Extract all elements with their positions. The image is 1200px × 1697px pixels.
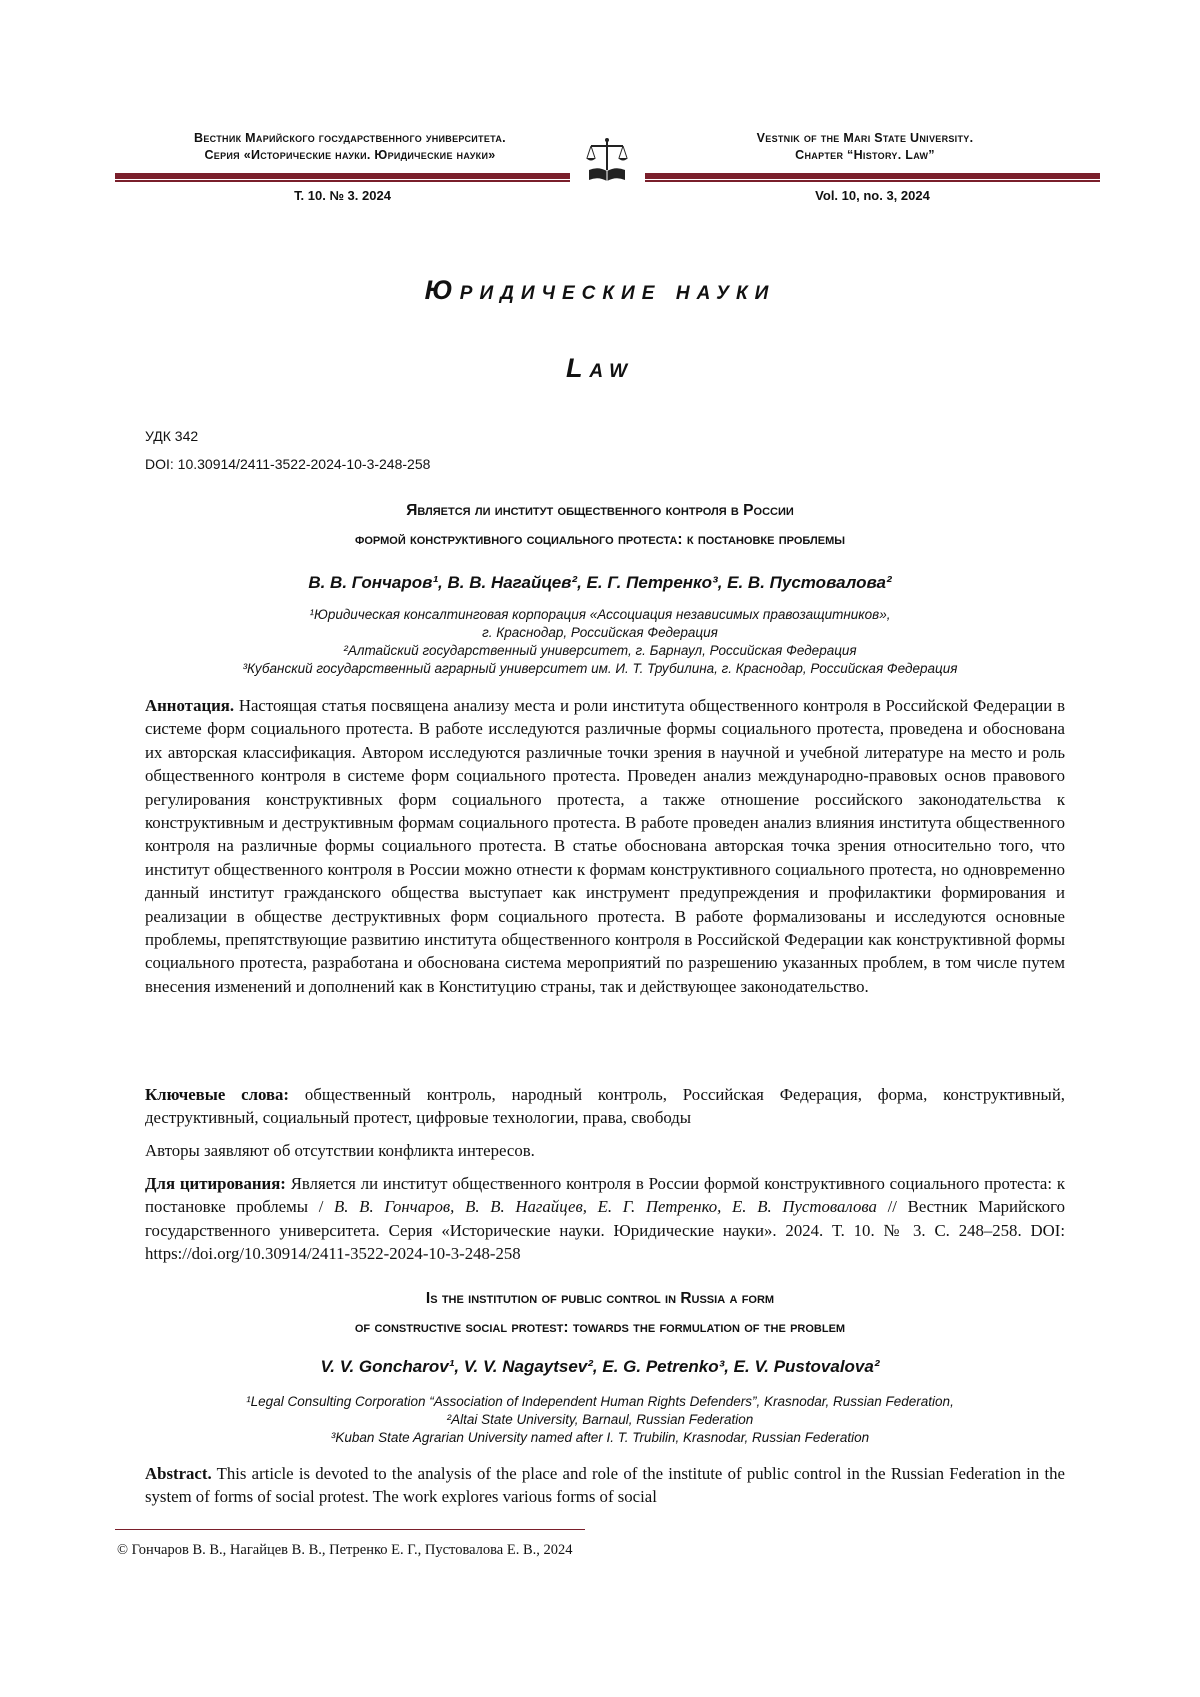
affiliations-ru bbox=[0, 606, 1200, 678]
keywords-ru-label: Ключевые слова: bbox=[145, 1085, 290, 1104]
keywords-ru-text: общественный контроль, народный контроль, Российская Федерация, форма, конструктивный, деструктивный, социальный протест, цифровые технологии, права, свободы bbox=[145, 1085, 1065, 1128]
citation-ru-text1: Является ли институт общественного контроля в России формой конструктивного социального протеста: к постановке проблемы / bbox=[145, 1174, 1065, 1217]
affiliation-ru-1-city: г. Краснодар, Российская Федерация bbox=[482, 625, 718, 640]
journal-title-ru-line1: Вестник Марийского государственного университета. bbox=[194, 131, 506, 145]
abstract-en-text: This article is devoted to the analysis of the place and role of the institute of public control in the Russian Federation in the system of forms of social protest. The work explores various forms of social bbox=[145, 1464, 1065, 1507]
keywords-ru bbox=[145, 1083, 1065, 1130]
article-title-ru bbox=[0, 496, 1200, 554]
journal-title-en bbox=[630, 130, 1100, 164]
citation-ru-text2: // Вестник Марийского государственного университета. Серия «Исторические науки. Юридические науки». 2024. Т. 10. № 3. С. 248–258. DOI: https://doi.org/10.30914/2411-3522-2024-10-3-248-258 bbox=[145, 1197, 1065, 1264]
scales-of-justice-book-icon bbox=[583, 136, 631, 184]
article-title-en bbox=[0, 1284, 1200, 1342]
journal-title-ru bbox=[115, 130, 585, 164]
header-rule-right bbox=[645, 173, 1100, 179]
issue-info-en: Vol. 10, no. 3, 2024 bbox=[815, 188, 930, 203]
article-title-en-line2: of constructive social protest: towards the formulation of the problem bbox=[354, 1319, 846, 1336]
header-rule-right-thin bbox=[645, 180, 1100, 182]
affiliation-ru-2: ²Алтайский государственный университет, г. Барнаул, Российская Федерация bbox=[343, 643, 857, 658]
abstract-en-label: Abstract. bbox=[145, 1464, 212, 1483]
article-title-en-line1: Is the institution of public control in Russia a form bbox=[425, 1290, 775, 1307]
abstract-ru-text: Настоящая статья посвящена анализу места и роли института общественного контроля в Российской Федерации в системе форм социального протеста. В работе исследуются различные формы социального протеста, проведена и обоснована их авторская классификация. Автором исследуются различные точки зрения в научной и учебной литературе на место и роль общественного контроля в системе форм социального протеста. Проведен анализ международно-правовых основ правового регулирования конструктивных форм социального протеста, а также отношение российского законодательства к конструктивным и деструктивным формам социального протеста. В работе проведен анализ влияния института общественного контроля на различные формы социального протеста. В статье обоснована авторская точка зрения относительно того, что институт общественного контроля в России можно отнести к формам конструктивного социального протеста, но одновременно данный институт гражданского общества выступает как инструмент предупреждения и профилактики формирования и реализации в обществе деструктивных форм социального протеста. В работе формализованы и исследуются основные проблемы, препятствующие развитию института общественного контроля в Российской Федерации как конструктивной формы социального протеста, разработана и обоснована система мероприятий по разрешению указанных проблем, в том числе путем внесения изменений и дополнений как в Конституцию страны, так и действующее законодательство. bbox=[145, 696, 1065, 996]
copyright-footnote: © Гончаров В. В., Нагайцев В. В., Петренко Е. Г., Пустовалова Е. В., 2024 bbox=[117, 1542, 573, 1558]
journal-title-en-line1: Vestnik of the Mari State University. bbox=[756, 131, 974, 145]
affiliation-ru-1: ¹Юридическая консалтинговая корпорация «Ассоциация независимых правозащитников», bbox=[309, 607, 891, 622]
citation-ru bbox=[145, 1172, 1065, 1266]
header-rule-left-thin bbox=[115, 180, 570, 182]
issue-info-ru: Т. 10. № 3. 2024 bbox=[294, 188, 391, 203]
affiliation-en-1: ¹Legal Consulting Corporation “Association of Independent Human Rights Defenders”, Krasnodar, Russian Federation, bbox=[246, 1394, 954, 1409]
abstract-ru bbox=[145, 694, 1065, 998]
authors-ru: В. В. Гончаров¹, В. В. Нагайцев², Е. Г. Петренко³, Е. В. Пустовалова² bbox=[308, 573, 892, 592]
section-heading-ru: Юридические науки bbox=[424, 275, 776, 305]
journal-title-ru-line2: Серия «Исторические науки. Юридические науки» bbox=[204, 148, 496, 162]
affiliations-en bbox=[0, 1393, 1200, 1447]
affiliation-en-3: ³Kuban State Agrarian University named after I. T. Trubilin, Krasnodar, Russian Federation bbox=[330, 1430, 870, 1445]
journal-title-en-line2: Chapter “History. Law” bbox=[795, 148, 935, 162]
abstract-ru-label: Аннотация. bbox=[145, 696, 235, 715]
affiliation-en-2: ²Altai State University, Barnaul, Russian Federation bbox=[446, 1412, 754, 1427]
article-title-ru-line2: формой конструктивного социального протеста: к постановке проблемы bbox=[354, 531, 846, 548]
section-heading-en: Law bbox=[565, 353, 635, 383]
running-header bbox=[115, 130, 1100, 210]
affiliation-ru-3: ³Кубанский государственный аграрный университет им. И. Т. Трубилина, г. Краснодар, Российская Федерация bbox=[242, 661, 958, 676]
footnote-rule bbox=[115, 1529, 585, 1530]
article-title-ru-line1: Является ли институт общественного контроля в России bbox=[406, 502, 794, 519]
header-rule-left bbox=[115, 173, 570, 179]
citation-ru-authors: В. В. Гончаров, В. В. Нагайцев, Е. Г. Петренко, Е. В. Пустовалова bbox=[334, 1197, 877, 1217]
doi: DOI: 10.30914/2411-3522-2024-10-3-248-258 bbox=[145, 456, 431, 472]
udk-code: УДК 342 bbox=[145, 428, 199, 444]
authors-en: V. V. Goncharov¹, V. V. Nagaytsev², E. G. Petrenko³, E. V. Pustovalova² bbox=[320, 1357, 880, 1376]
conflict-statement: Авторы заявляют об отсутствии конфликта интересов. bbox=[145, 1141, 535, 1160]
citation-ru-label: Для цитирования: bbox=[145, 1174, 286, 1193]
abstract-en bbox=[145, 1462, 1065, 1509]
